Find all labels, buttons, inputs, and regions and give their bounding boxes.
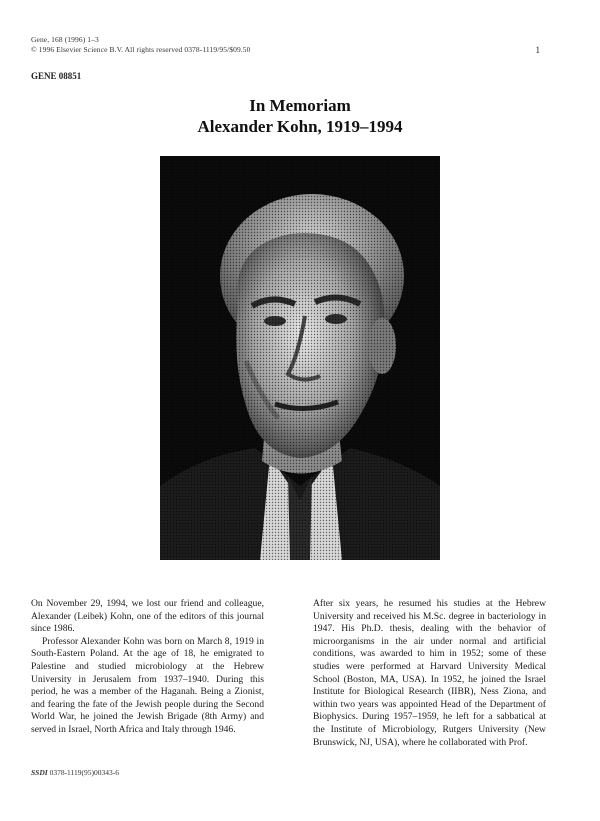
article-code: GENE 08851	[31, 71, 82, 81]
body-paragraph: After six years, he resumed his studies at the Hebrew University and received his M.Sc. degree in bacteriology in 1947. His Ph.D. thesis, dealing with the behavior of microorganisms in the air under normal and artificial conditions, was awarded to him in 1952; some of these studies were performed at Harvard University Medical School (Boston, MA, USA). In 1952, he joined the Israel Institute for Biological Research (IIBR), Ness Ziona, and within two years was appointed Head of the Department of Biophysics. During 1957–1959, he left for a sabbatical at the Institute of Microbiology, Rutgers University (New Brunswick, NJ, USA), where he collaborated with Prof.	[313, 598, 546, 748]
page-number: 1	[535, 45, 540, 55]
journal-citation: Gene, 168 (1996) 1–3	[31, 35, 99, 44]
ssdi-footer	[31, 768, 119, 777]
body-paragraph: Professor Alexander Kohn was born on March 8, 1919 in South-Eastern Poland. At the age of 18, he emigrated to Palestine and studied microbiology at the Hebrew University in Jerusalem from 1937–1940. During this period, he was a member of the Haganah. Being a Zionist, and fearing the fate of the Jewish people during the Second World War, he joined the Jewish Brigade (8th Army) and served in Israel, North Africa and Italy through 1946.	[31, 635, 264, 735]
ssdi-code: 0378-1119(95)00343-6	[49, 768, 119, 777]
copyright-line: © 1996 Elsevier Science B.V. All rights reserved 0378-1119/95/$09.50	[31, 45, 251, 54]
portrait-photo	[160, 156, 440, 560]
body-paragraph: On November 29, 1994, we lost our friend and colleague, Alexander (Leibek) Kohn, one of the editors of this journal since 1986.	[31, 598, 264, 635]
ssdi-label: SSDI	[31, 768, 48, 777]
article-body-left-column	[31, 598, 264, 737]
memoriam-heading: In Memoriam	[249, 96, 351, 115]
memoriam-name-dates: Alexander Kohn, 1919–1994	[197, 117, 403, 136]
article-body-right-column	[313, 598, 546, 749]
portrait-image	[160, 156, 440, 560]
